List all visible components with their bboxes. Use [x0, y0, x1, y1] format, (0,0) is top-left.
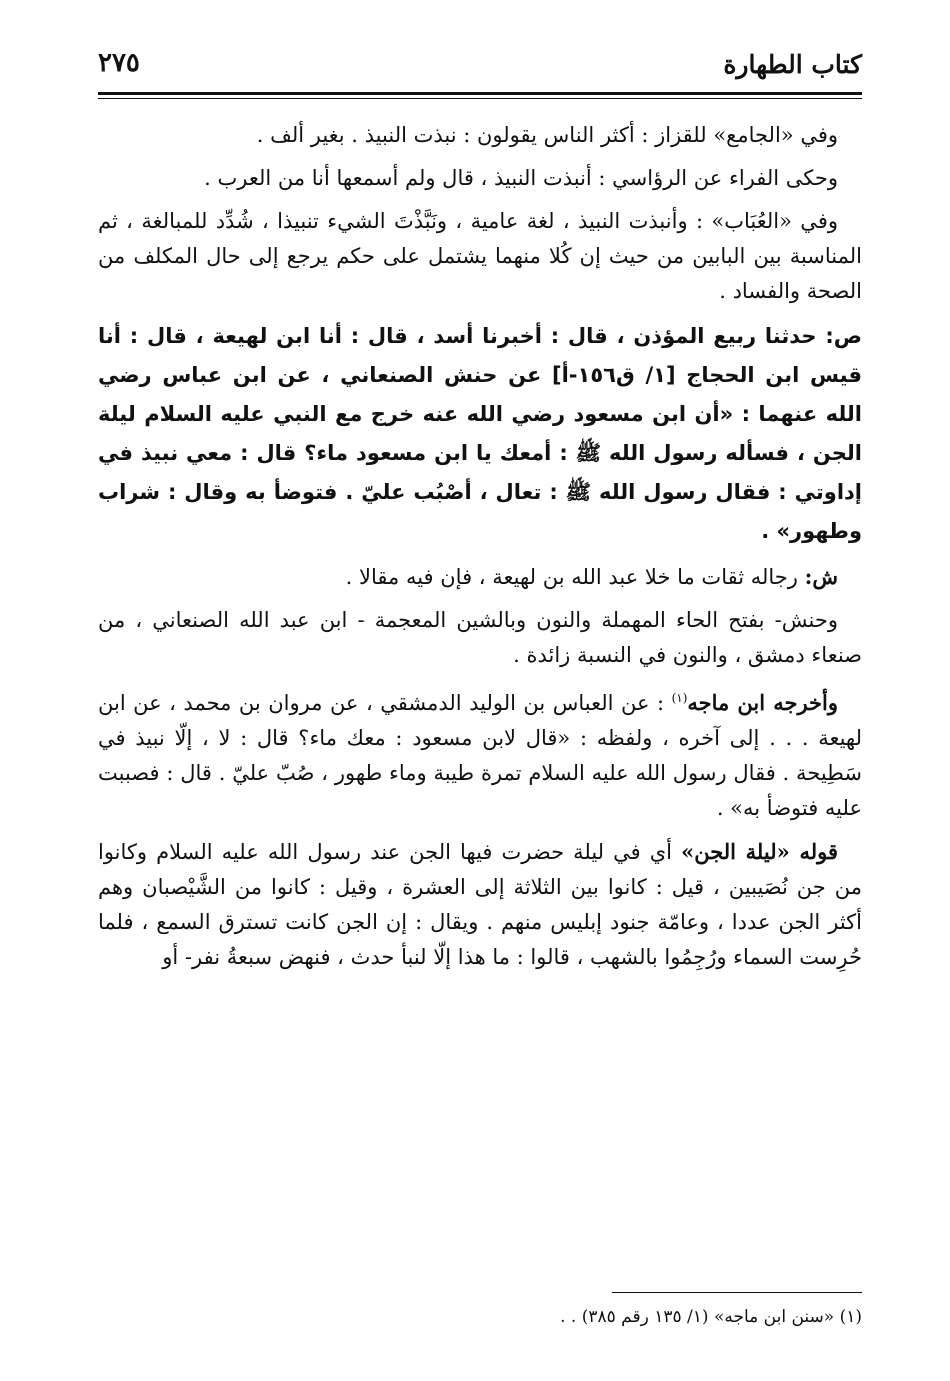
- footnote-rule: [612, 1292, 862, 1293]
- paragraph-text: : عن العباس بن الوليد الدمشقي ، عن مروان بن محمد ، عن ابن لهيعة . . . إلى آخره ، ولفظه : «قال لابن مسعود : معك ماء؟ قال : لا ، إلّا نبيذ في سَطِيحة . فقال رسول الله عليه السلام تمرة طيبة وماء طهور ، صُبّ عليّ . قال : فصببت عليه فتوضأ به» .: [98, 691, 862, 820]
- paragraph-3: [98, 204, 862, 309]
- hadith-body: حدثنا ربيع المؤذن ، قال : أخبرنا أسد ، قال : أنا ابن لهيعة ، قال : أنا قيس ابن الحجاج [١/ ق١٥٦-أ] عن حنش الصنعاني ، عن ابن عباس رضي الله عنهما : «أن ابن مسعود رضي الله عنه خرج مع النبي عليه السلام ليلة الجن ، فسأله رسول الله ﷺ : أمعك يا ابن مسعود ماء؟ قال : معي نبيذ في إداوتي : فقال رسول الله ﷺ : تعال ، أصْبُب عليّ . فتوضأ به وقال : شراب وطهور» .: [98, 324, 862, 543]
- commentary-marker-paragraph: [98, 559, 862, 595]
- paragraph-text: وحنش- بفتح الحاء المهملة والنون وبالشين المعجمة - ابن عبد الله الصنعاني ، من صنعاء دمشق ، والنون في النسبة زائدة .: [98, 608, 862, 667]
- paragraph-text: وفي «العُبَاب» : وأنبذت النبيذ ، لغة عامية ، ونَبَّذْتَ الشيء تنبيذا ، شُدِّد للمبالغة ، ثم المناسبة بين البابين من حيث إن كُلا منهما يشتمل على حكم يرجع إلى حال المكلف من الصحة والفساد .: [98, 209, 862, 303]
- source-lead: وأخرجه ابن ماجه: [687, 690, 838, 715]
- page-body: [98, 118, 862, 983]
- paragraph-text: أي في ليلة حضرت فيها الجن عند رسول الله عليه السلام وكانوا من جن نُصَيبين ، قيل : كانوا بين الثلاثة إلى العشرة ، وقيل : كانوا من الشَّيْصبان وهم أكثر الجن عددا ، وعامّة جنود إبليس منهم . ويقال : إن الجن كانت تسترق السمع ، فلما حُرِست السماء ورُجِمُوا بالشهب ، قالوا : ما هذا إلّا لنبأ حدث ، فنهض سبعةُ نفر- أو: [98, 840, 862, 969]
- footnote: (١) «سنن ابن ماجه» (١/ ١٣٥ رقم ٣٨٥) . .: [560, 1307, 862, 1327]
- hadith-text: [98, 317, 862, 551]
- term-lead: قوله «ليلة الجن»: [681, 839, 838, 864]
- paragraph-8: [98, 834, 862, 975]
- hadith-marker: ص:: [825, 324, 863, 348]
- page-header: [98, 46, 862, 94]
- header-rule: [98, 92, 862, 95]
- chapter-title: كتاب الطهارة: [723, 50, 862, 79]
- footnote-ref[interactable]: (١): [671, 691, 688, 705]
- paragraph-text: رجاله ثقات ما خلا عبد الله بن لهيعة ، فإن فيه مقالا .: [345, 565, 798, 589]
- paragraph-2: [98, 161, 862, 196]
- paragraph-7: [98, 681, 862, 826]
- page-number: ٢٧٥: [98, 48, 140, 78]
- header-rule-thin: [98, 98, 862, 99]
- paragraph-text: وحكى الفراء عن الرؤاسي : أنبذت النبيذ ، قال ولم أسمعها أنا من العرب .: [204, 166, 838, 190]
- paragraph-1: [98, 118, 862, 153]
- paragraph-6: [98, 603, 862, 673]
- commentary-marker: ش:: [804, 564, 838, 589]
- paragraph-text: وفي «الجامع» للقزاز : أكثر الناس يقولون : نبذت النبيذ . بغير ألف .: [256, 123, 838, 147]
